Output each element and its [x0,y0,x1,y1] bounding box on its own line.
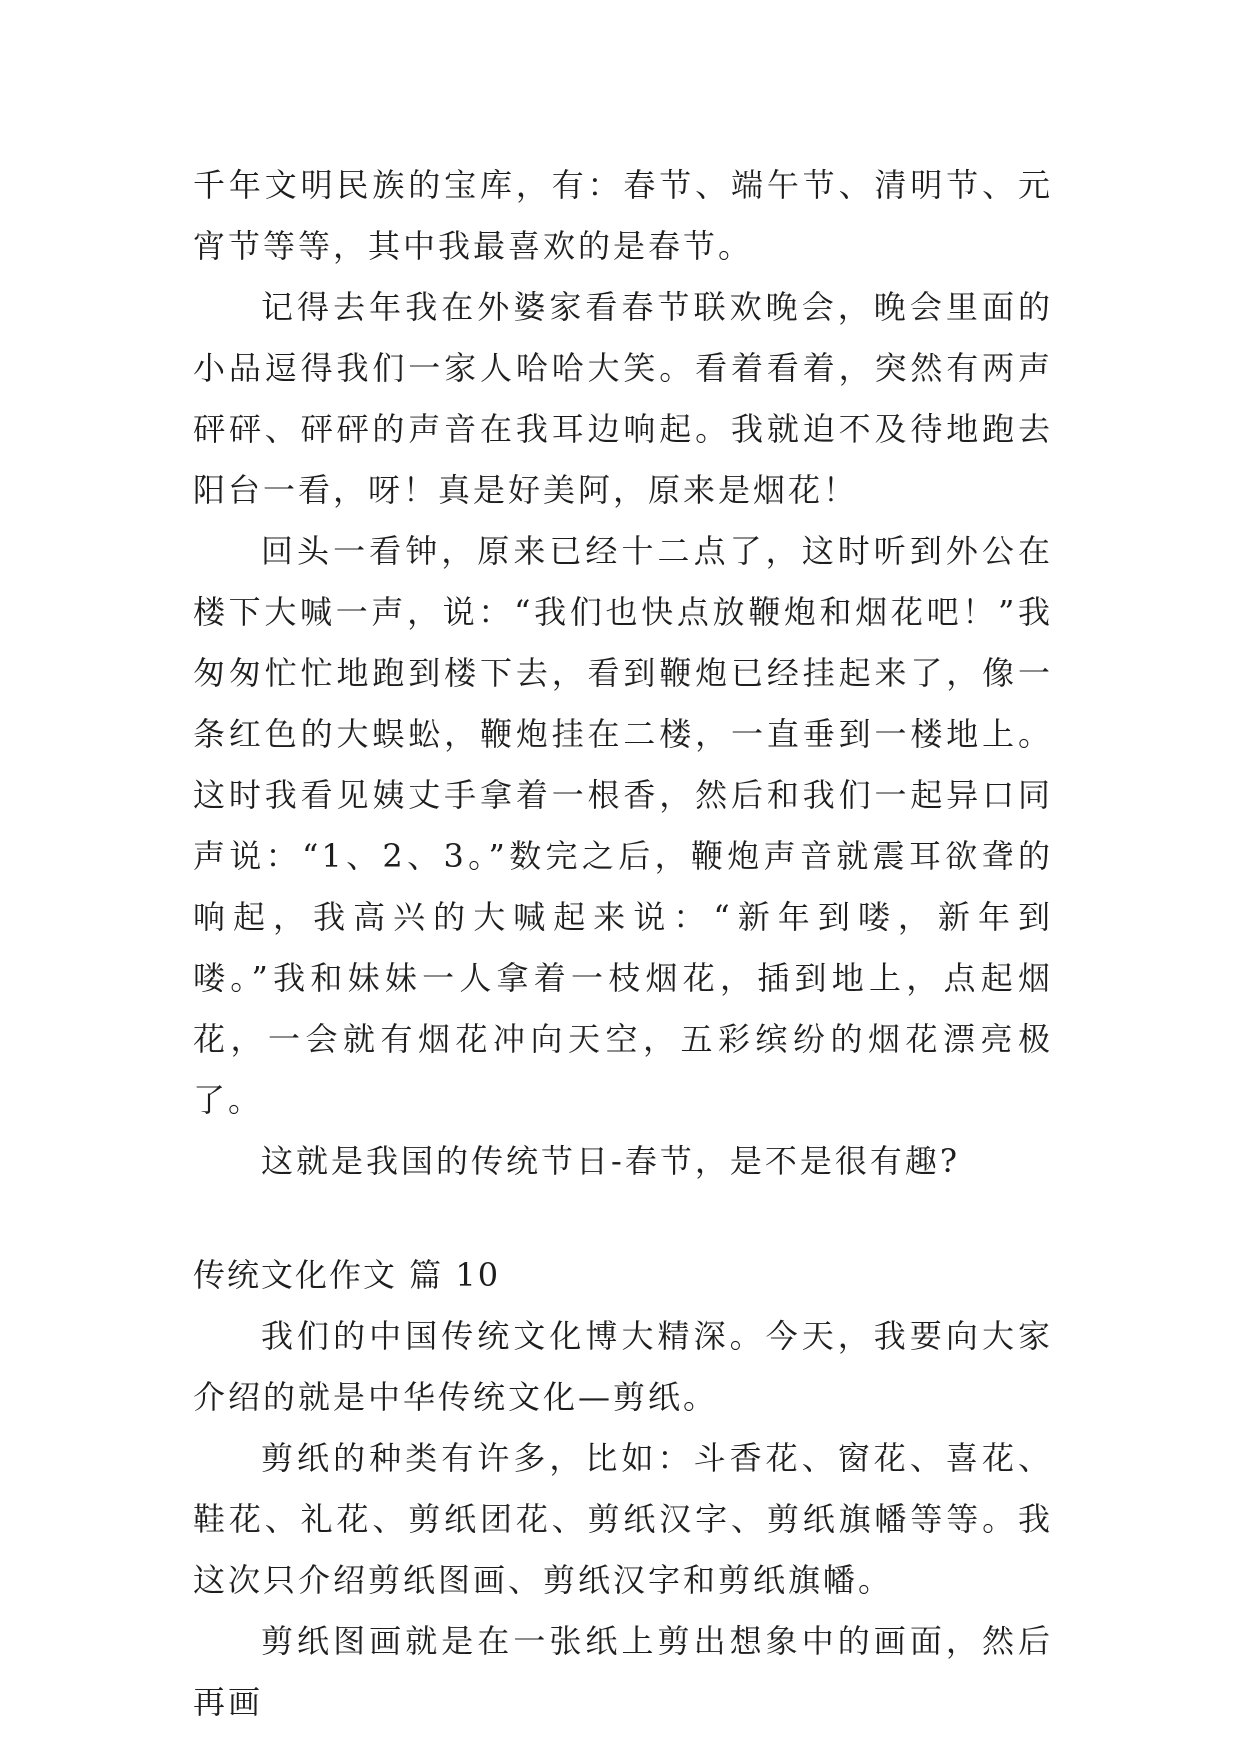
document-body [193,155,1053,1733]
paragraph-firecrackers: 回头一看钟，原来已经十二点了，这时听到外公在楼下大喊一声，说：“我们也快点放鞭炮和烟花吧！”我匆匆忙忙地跑到楼下去，看到鞭炮已经挂起来了，像一条红色的大蜈蚣，鞭炮挂在二楼，一直垂到一楼地上。这时我看见姨丈手拿着一根香，然后和我们一起异口同声说：“1、2、3。”数完之后，鞭炮声音就震耳欲聋的响起，我高兴的大喊起来说：“新年到喽，新年到喽。”我和妹妹一人拿着一枝烟花，插到地上，点起烟花，一会就有烟花冲向天空，五彩缤纷的烟花漂亮极了。 [193,532,1053,1119]
paragraph-papercut-types: 剪纸的种类有许多，比如：斗香花、窗花、喜花、鞋花、礼花、剪纸团花、剪纸汉字、剪纸旗幡等等。我这次只介绍剪纸图画、剪纸汉字和剪纸旗幡。 [193,1439,1053,1599]
paragraph-papercut-intro: 我们的中国传统文化博大精深。今天，我要向大家介绍的就是中华传统文化—剪纸。 [193,1317,1053,1416]
paragraph-conclusion: 这就是我国的传统节日-春节，是不是很有趣? [261,1142,960,1180]
paragraph-papercut-pictures: 剪纸图画就是在一张纸上剪出想象中的画面，然后再画 [193,1622,1053,1721]
paragraph-intro: 千年文明民族的宝库，有：春节、端午节、清明节、元宵节等等，其中我最喜欢的是春节。 [193,166,1053,265]
section-heading: 传统文化作文 篇 10 [193,1256,501,1294]
paragraph-gala-memory: 记得去年我在外婆家看春节联欢晚会，晚会里面的小品逗得我们一家人哈哈大笑。看着看着，突然有两声砰砰、砰砰的声音在我耳边响起。我就迫不及待地跑去阳台一看，呀！真是好美阿，原来是烟花！ [193,288,1053,509]
